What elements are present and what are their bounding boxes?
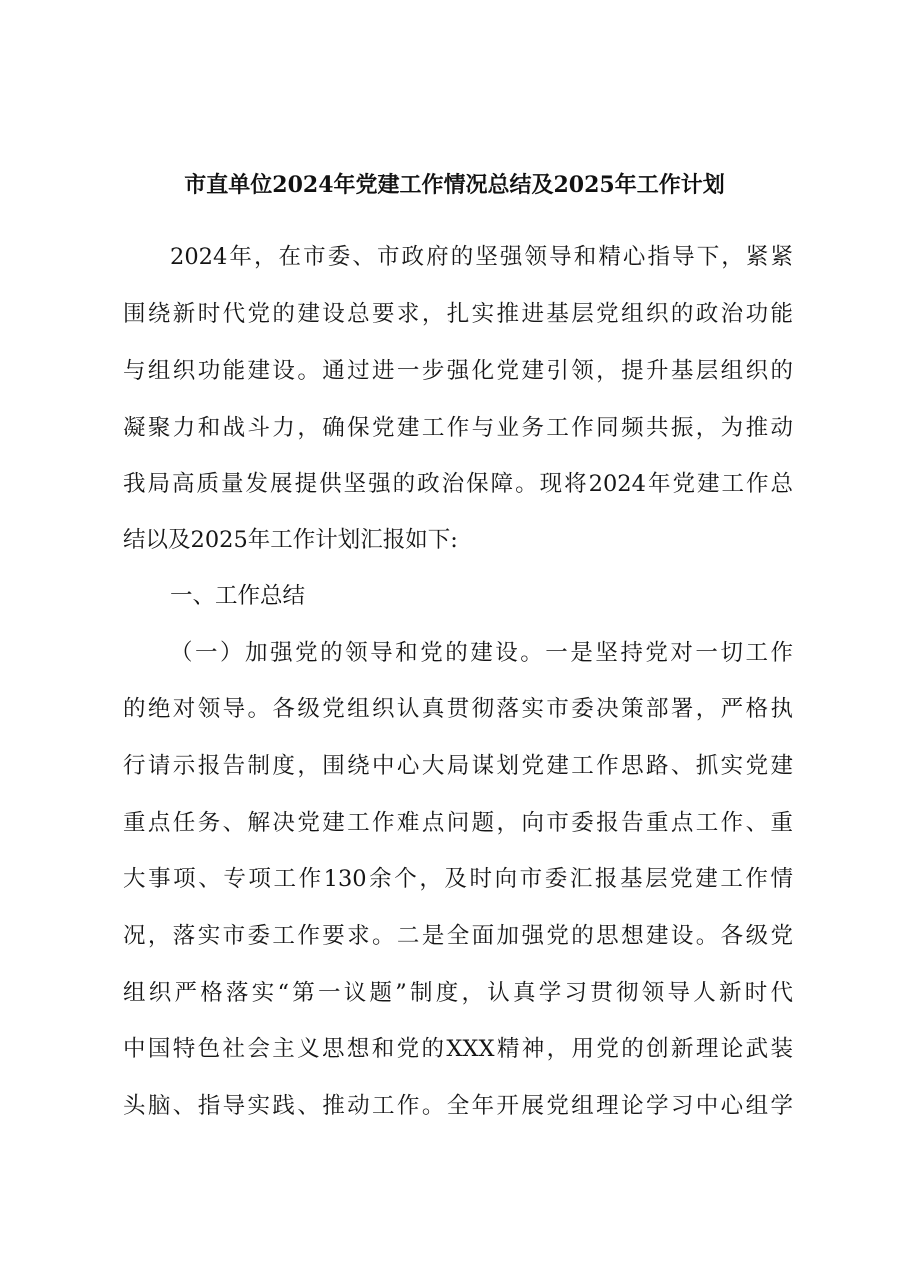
section-line-7: 组织严格落实“第一议题”制度，认真学习贯彻领导人新时代 [123, 980, 793, 1006]
document-title: 市直单位2024年党建工作情况总结及2025年工作计划 [184, 172, 725, 198]
intro-line-6: 结以及2025年工作计划汇报如下: [123, 527, 458, 553]
section-line-4: 重点任务、解决党建工作难点问题，向市委报告重点工作、重 [123, 810, 793, 836]
section-line-6: 况，落实市委工作要求。二是全面加强党的思想建设。各级党 [123, 923, 793, 949]
intro-line-2: 围绕新时代党的建设总要求，扎实推进基层党组织的政治功能 [123, 301, 793, 327]
intro-line-1: 2024年，在市委、市政府的坚强领导和精心指导下，紧紧 [170, 244, 793, 270]
section-line-8: 中国特色社会主义思想和党的XXX精神，用党的创新理论武装 [123, 1036, 793, 1062]
intro-line-4: 凝聚力和战斗力，确保党建工作与业务工作同频共振，为推动 [123, 415, 793, 441]
section-line-3: 行请示报告制度，围绕中心大局谋划党建工作思路、抓实党建 [123, 753, 793, 779]
section-line-1: （一）加强党的领导和党的建设。一是坚持党对一切工作 [170, 640, 793, 666]
intro-line-3: 与组织功能建设。通过进一步强化党建引领，提升基层组织的 [123, 358, 793, 384]
intro-line-5: 我局高质量发展提供坚强的政治保障。现将2024年党建工作总 [123, 471, 793, 497]
section-heading: 一、工作总结 [170, 583, 306, 609]
section-line-9: 头脑、指导实践、推动工作。全年开展党组理论学习中心组学 [123, 1093, 793, 1119]
section-line-5: 大事项、专项工作130余个，及时向市委汇报基层党建工作情 [123, 866, 793, 892]
section-line-2: 的绝对领导。各级党组织认真贯彻落实市委决策部署，严格执 [123, 696, 793, 722]
